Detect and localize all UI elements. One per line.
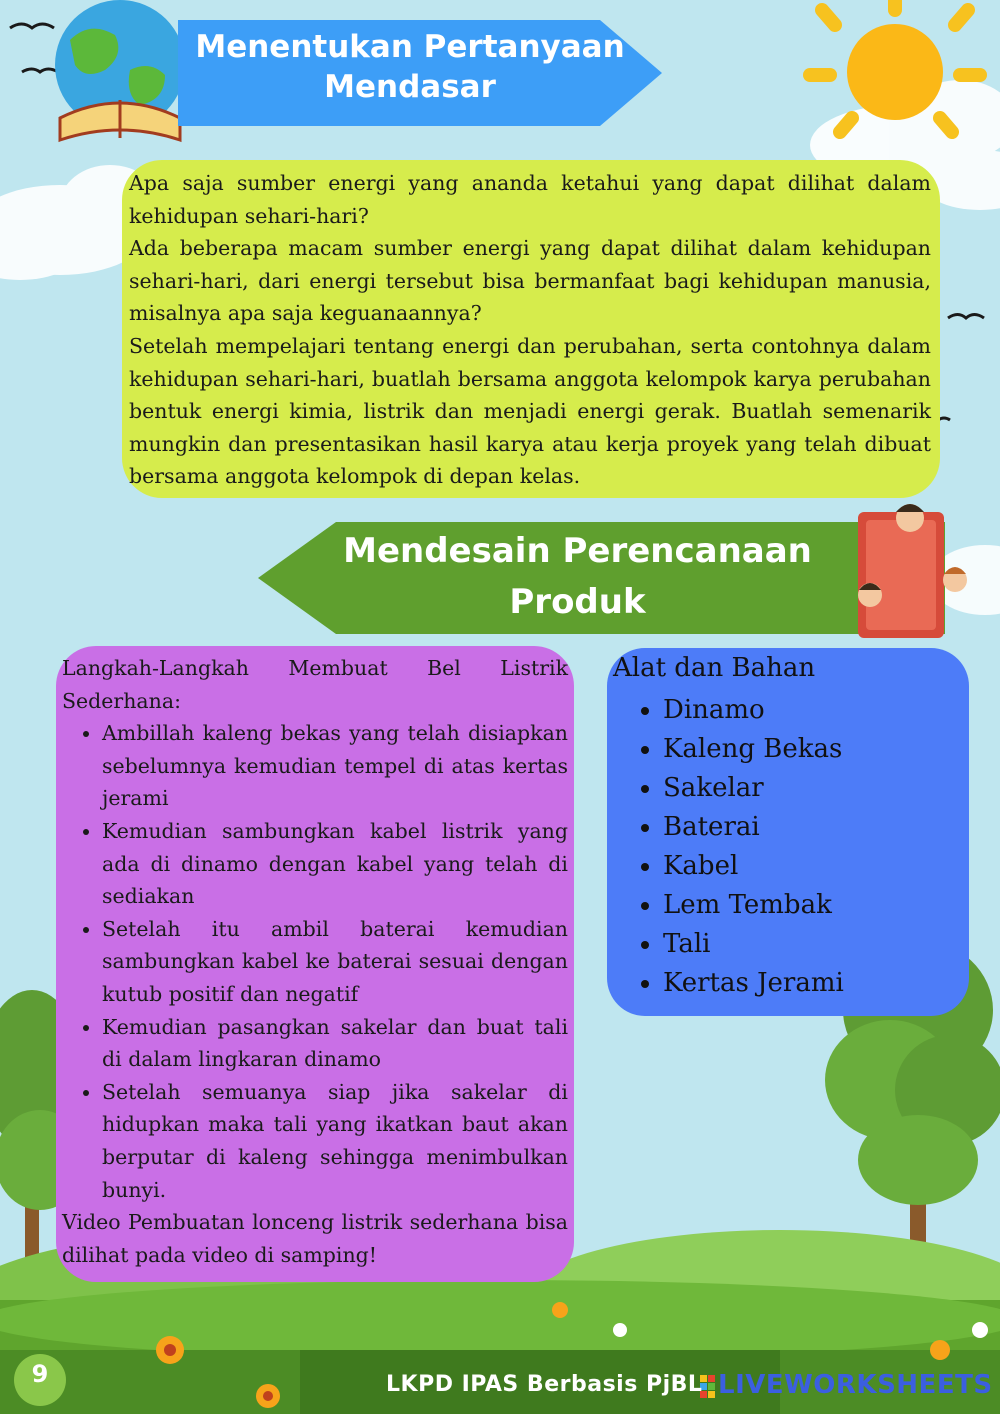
header2-line1: Mendesain Perencanaan: [343, 531, 812, 571]
question-paragraph: Setelah mempelajari tentang energi dan perubahan, serta contohnya dalam kehidupan sehari-hari, buatlah bersama anggota kelompok karya perubahan bentuk energi kimia, listrik dan menjadi energi gerak. Buatlah semenarik mungkin dan presentasikan hasil karya atau kerja proyek yang telah dibuat bersama anggota kelompok di depan kelas.: [129, 333, 931, 489]
question-text: [129, 167, 931, 493]
footer-title: LKPD IPAS Berbasis PjBL: [386, 1372, 703, 1397]
kids-book-icon: [858, 504, 967, 638]
list-item: • Kaleng Bekas: [663, 730, 844, 769]
list-item: • Kertas Jerami: [663, 964, 844, 1003]
globe-book-icon: [55, 0, 185, 140]
list-item: • Setelah itu ambil baterai kemudian sambungkan kabel ke baterai sesuai dengan kutub positif dan negatif: [102, 913, 568, 1011]
question-paragraph: Apa saja sumber energi yang ananda ketahui yang dapat dilihat dalam kehidupan sehari-hari?: [129, 171, 931, 228]
list-item: • Kemudian pasangkan sakelar dan buat tali di dalam lingkaran dinamo: [102, 1011, 568, 1076]
list-item: • Kemudian sambungkan kabel listrik yang ada di dinamo dengan kabel yang telah di sediakan: [102, 815, 568, 913]
list-item: • Baterai: [663, 808, 844, 847]
question-paragraph: Ada beberapa macam sumber energi yang dapat dilihat dalam kehidupan sehari-hari, dari energi tersebut bisa bermanfaat bagi kehidupan manusia, misalnya apa saja keguanaannya?: [129, 236, 931, 326]
header1-line2: Mendasar: [324, 68, 496, 105]
list-item: • Dinamo: [663, 691, 844, 730]
list-item: • Kabel: [663, 847, 844, 886]
steps-footer: Video Pembuatan lonceng listrik sederhana bisa dilihat pada video di samping!: [62, 1210, 568, 1267]
tools-title: Alat dan Bahan: [613, 653, 816, 683]
liveworksheets-watermark[interactable]: LIVEWORKSHEETS: [718, 1370, 993, 1400]
steps-list: [62, 717, 568, 1206]
header2-line2: Produk: [509, 582, 646, 622]
list-item: • Tali: [663, 925, 844, 964]
page-number: 9: [31, 1360, 49, 1388]
header2-title: [330, 526, 825, 628]
header1-line1: Menentukan Pertanyaan: [195, 29, 625, 65]
list-item: • Ambillah kaleng bekas yang telah disiapkan sebelumnya kemudian tempel di atas kertas jerami: [102, 717, 568, 815]
list-item: • Lem Tembak: [663, 886, 844, 925]
list-item: • Setelah semuanya siap jika sakelar di hidupkan maka tali yang ikatkan baut akan berputar di kaleng sehingga menimbulkan bunyi.: [102, 1076, 568, 1206]
steps-title: Langkah-Langkah Membuat Bel Listrik Sederhana:: [62, 656, 568, 713]
header1-title: [190, 28, 630, 107]
tools-list: [613, 691, 844, 1003]
list-item: • Sakelar: [663, 769, 844, 808]
steps-text: [62, 652, 568, 1271]
